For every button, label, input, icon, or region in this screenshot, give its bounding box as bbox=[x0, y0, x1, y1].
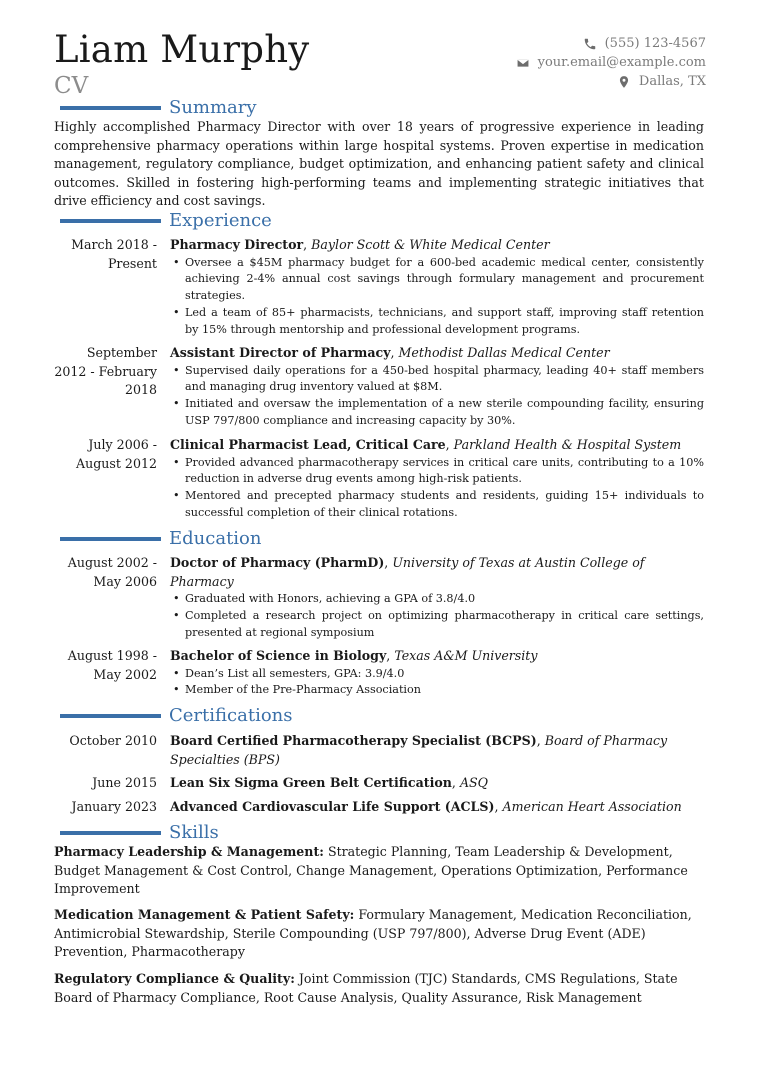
section-rule bbox=[60, 219, 161, 223]
bullet-item: • Dean’s List all semesters, GPA: 3.9/4.0 bbox=[170, 666, 704, 683]
entry-body bbox=[170, 554, 704, 642]
skill-group-items: Joint Commission (TJC) Standards, CMS Regulations, State Board of Pharmacy Compliance, Root Cause Analysis, Quality Assurance, Risk Management bbox=[54, 971, 678, 1005]
contact-block bbox=[516, 34, 706, 91]
section-rule bbox=[60, 106, 161, 110]
skill-group-items: Formulary Management, Medication Reconciliation, Antimicrobial Stewardship, Sterile Compounding (USP 797/800), Adverse Drug Event (ADE) Prevention, Pharmacotherapy bbox=[54, 907, 692, 960]
section-header-experience bbox=[60, 210, 272, 232]
entry-role: Assistant Director of Pharmacy bbox=[170, 345, 391, 360]
phone-text[interactable]: (555) 123-4567 bbox=[604, 36, 706, 51]
section-header-summary bbox=[60, 97, 257, 119]
entry-role: Lean Six Sigma Green Belt Certification bbox=[170, 775, 452, 790]
entry-organization: Methodist Dallas Medical Center bbox=[398, 345, 610, 360]
section-header-education bbox=[60, 528, 262, 550]
entry-date: March 2018 - Present bbox=[71, 237, 157, 271]
entry-bullets bbox=[170, 666, 704, 700]
skill-group-label: Medication Management & Patient Safety: bbox=[54, 907, 355, 922]
entry-role: Pharmacy Director bbox=[170, 237, 304, 252]
entry-bullets bbox=[170, 455, 704, 522]
skill-group-label: Regulatory Compliance & Quality: bbox=[54, 971, 295, 986]
entry-role: Board Certified Pharmacotherapy Specialist (BCPS) bbox=[170, 733, 537, 748]
entry-body bbox=[170, 344, 704, 430]
phone-icon bbox=[583, 37, 597, 51]
entry-heading: Pharmacy Director, Baylor Scott & White Medical Center bbox=[170, 237, 550, 252]
section-header-skills bbox=[60, 822, 219, 844]
entry-heading: Assistant Director of Pharmacy, Methodist Dallas Medical Center bbox=[170, 345, 610, 360]
contact-phone bbox=[516, 34, 706, 53]
bullet-item: • Graduated with Honors, achieving a GPA of 3.8/4.0 bbox=[170, 591, 704, 608]
entry-heading: Bachelor of Science in Biology, Texas A&M University bbox=[170, 648, 538, 663]
location-text: Dallas, TX bbox=[638, 74, 706, 89]
entry-organization: Parkland Health & Hospital System bbox=[453, 437, 682, 452]
entry-bullets bbox=[170, 591, 704, 641]
entry-body bbox=[170, 647, 704, 699]
entry-bullets bbox=[170, 255, 704, 339]
bullet-item: • Supervised daily operations for a 450-bed hospital pharmacy, leading 40+ staff members and managing drug inventory valued at $8M. bbox=[170, 363, 704, 397]
entry-body bbox=[170, 774, 704, 793]
entry-bullets bbox=[170, 363, 704, 430]
skill-group bbox=[54, 906, 706, 962]
entry-heading: Clinical Pharmacist Lead, Critical Care, Parkland Health & Hospital System bbox=[170, 437, 682, 452]
entry-organization: ASQ bbox=[459, 775, 488, 790]
entry-date: July 2006 - August 2012 bbox=[76, 437, 157, 471]
entry-date: August 1998 - May 2002 bbox=[67, 648, 157, 682]
entry-date: August 2002 - May 2006 bbox=[67, 555, 157, 589]
document-label: CV bbox=[54, 73, 89, 99]
bullet-item: • Led a team of 85+ pharmacists, technicians, and support staff, improving staff retention by 15% through mentorship and professional development programs. bbox=[170, 305, 704, 339]
skill-group bbox=[54, 970, 706, 1007]
entry-role: Doctor of Pharmacy (PharmD) bbox=[170, 555, 385, 570]
section-header-certifications bbox=[60, 705, 293, 727]
entry-date: January 2023 bbox=[71, 799, 157, 814]
map-pin-icon bbox=[617, 75, 631, 89]
entry-role: Advanced Cardiovascular Life Support (ACLS) bbox=[170, 799, 495, 814]
contact-location bbox=[516, 72, 706, 91]
skill-group-items: Strategic Planning, Team Leadership & Development, Budget Management & Cost Control, Change Management, Operations Optimization, Performance Improvement bbox=[54, 844, 688, 897]
entry-body bbox=[170, 732, 704, 769]
bullet-item: • Initiated and oversaw the implementation of a new sterile compounding facility, ensuring USP 797/800 compliance and increasing capacity by 30%. bbox=[170, 396, 704, 430]
entry-organization: Texas A&M University bbox=[394, 648, 538, 663]
entry-date: June 2015 bbox=[92, 775, 157, 790]
entry-date: October 2010 bbox=[69, 733, 157, 748]
entry-heading: Doctor of Pharmacy (PharmD), University of Texas at Austin College of Pharmacy bbox=[170, 555, 645, 589]
bullet-item: • Member of the Pre-Pharmacy Association bbox=[170, 682, 704, 699]
envelope-icon bbox=[516, 56, 530, 70]
entry-body bbox=[170, 798, 704, 817]
section-title-skills: Skills bbox=[169, 822, 219, 843]
entry-heading: Lean Six Sigma Green Belt Certification, ASQ bbox=[170, 775, 488, 790]
section-title-summary: Summary bbox=[169, 97, 257, 118]
email-link[interactable]: your.email@example.com bbox=[537, 55, 706, 70]
entry-heading: Board Certified Pharmacotherapy Specialist (BCPS), Board of Pharmacy Specialties (BPS) bbox=[170, 733, 668, 767]
entry-heading: Advanced Cardiovascular Life Support (ACLS), American Heart Association bbox=[170, 799, 682, 814]
skill-group-label: Pharmacy Leadership & Management: bbox=[54, 844, 324, 859]
entry-body bbox=[170, 236, 704, 339]
section-title-certifications: Certifications bbox=[169, 705, 293, 726]
entry-role: Bachelor of Science in Biology bbox=[170, 648, 387, 663]
candidate-name: Liam Murphy bbox=[54, 28, 310, 71]
entry-organization: Baylor Scott & White Medical Center bbox=[311, 237, 550, 252]
section-title-experience: Experience bbox=[169, 210, 272, 231]
contact-email bbox=[516, 53, 706, 72]
entry-organization: Board of Pharmacy Specialties (BPS) bbox=[170, 733, 668, 767]
entry-organization: University of Texas at Austin College of Pharmacy bbox=[170, 555, 645, 589]
bullet-item: • Mentored and precepted pharmacy students and residents, guiding 15+ individuals to successful completion of their clinical rotations. bbox=[170, 488, 704, 522]
skill-group bbox=[54, 843, 706, 899]
entry-date: September 2012 - February 2018 bbox=[54, 345, 157, 398]
bullet-item: • Completed a research project on optimizing pharmacotherapy in critical care settings, presented at regional symposium bbox=[170, 608, 704, 642]
section-rule bbox=[60, 714, 161, 718]
section-title-education: Education bbox=[169, 528, 262, 549]
entry-organization: American Heart Association bbox=[502, 799, 682, 814]
bullet-item: • Oversee a $45M pharmacy budget for a 600-bed academic medical center, consistently achieving 2-4% annual cost savings through formulary management and procurement strategies. bbox=[170, 255, 704, 305]
bullet-item: • Provided advanced pharmacotherapy services in critical care units, contributing to a 10% reduction in adverse drug events among high-risk patients. bbox=[170, 455, 704, 489]
section-rule bbox=[60, 537, 161, 541]
section-rule bbox=[60, 831, 161, 835]
entry-body bbox=[170, 436, 704, 522]
summary-text: Highly accomplished Pharmacy Director with over 18 years of progressive experience in leading comprehensive pharmacy operations within large hospital systems. Proven expertise in medication management, regulatory compliance, budget optimization, and enhancing patient safety and clinical outcomes. Skilled in fostering high-performing teams and implementing strategic initiatives that drive efficiency and cost savings. bbox=[54, 119, 704, 209]
entry-role: Clinical Pharmacist Lead, Critical Care bbox=[170, 437, 446, 452]
